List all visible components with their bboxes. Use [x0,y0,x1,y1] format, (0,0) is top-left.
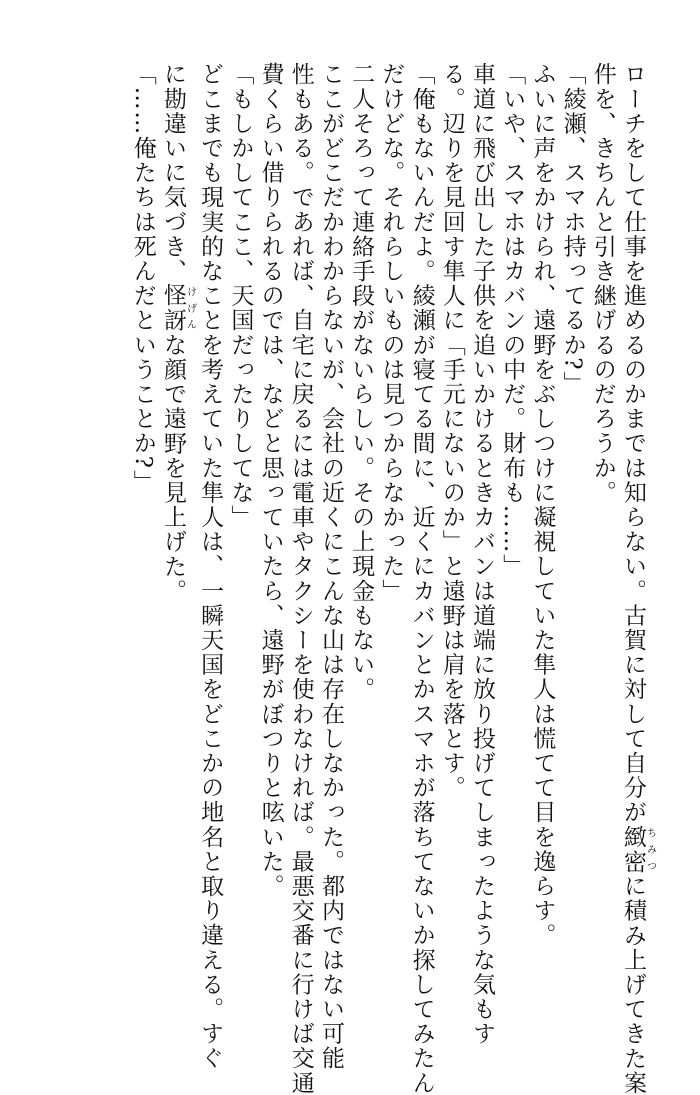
text-line-15: どこまでも現実的なことを考えていた隼人は、一瞬天国をどこかの地名と取り違える。すぐ [197,62,224,1071]
text-line-9: だけどな。それらしいものは見つからなかった」 [378,62,405,604]
ruby-chimitsu: 緻密ちみつ [620,824,656,874]
text-line-10: 二人そろって連絡手段がないらしい。その上現金もない。 [348,62,375,702]
text-line-11: ここがどこだかわからないが、会社の近くにこんな山は存在しなかった。都内ではない可能 [317,62,344,1071]
vertical-text-body [128,62,656,1095]
text-line-13: 費くらい借りられるのでは、などと思っていたら、遠野がぼつりと呟いた。 [257,62,284,899]
text-line-8: 「俺もないんだよ。綾瀬が寝てる間に、近くにカバンとかスマホが落ちてないか探してみたん [408,62,435,1095]
text-line-17: 「……俺たちは死んだということか?」 [129,62,156,495]
ruby-kegen: 怪訝けげん [159,283,196,333]
text-line-14: 「もしかしてここ、天国だったりしてな」 [227,62,254,530]
text-line-3: 「綾瀬、スマホ持ってるか?」 [559,62,586,396]
text-line-2: 件を、きちんと引き継げるのだろうか。 [589,62,616,505]
text-line-4: ふいに声をかけられ、遠野をぶしつけに凝視していた隼人は慌てて目を逸らす。 [529,62,556,948]
text-line-16: に勘違いに気づき、怪訝けげんな顔で遠野を見上げた。 [159,62,196,604]
text-line-12: 性もある。であれば、自宅に戻るには電車やタクシーを使わなければ。最悪交番に行けば交通 [287,62,314,1095]
text-line-6: 車道に飛び出した子供を追いかけるときカバンは道端に放り投げてしまったような気もす [468,62,495,1046]
text-line-5: 「いや、スマホはカバンの中だ。財布も……」 [499,62,526,579]
text-line-7: る。辺りを見回す隼人に「手元にないのか」と遠野は肩を落とす。 [438,62,465,800]
text-line-1: ローチをして仕事を進めるのかまでは知らない。古賀に対して自分が緻密ちみつに積み上げてきた案 [620,62,656,1095]
